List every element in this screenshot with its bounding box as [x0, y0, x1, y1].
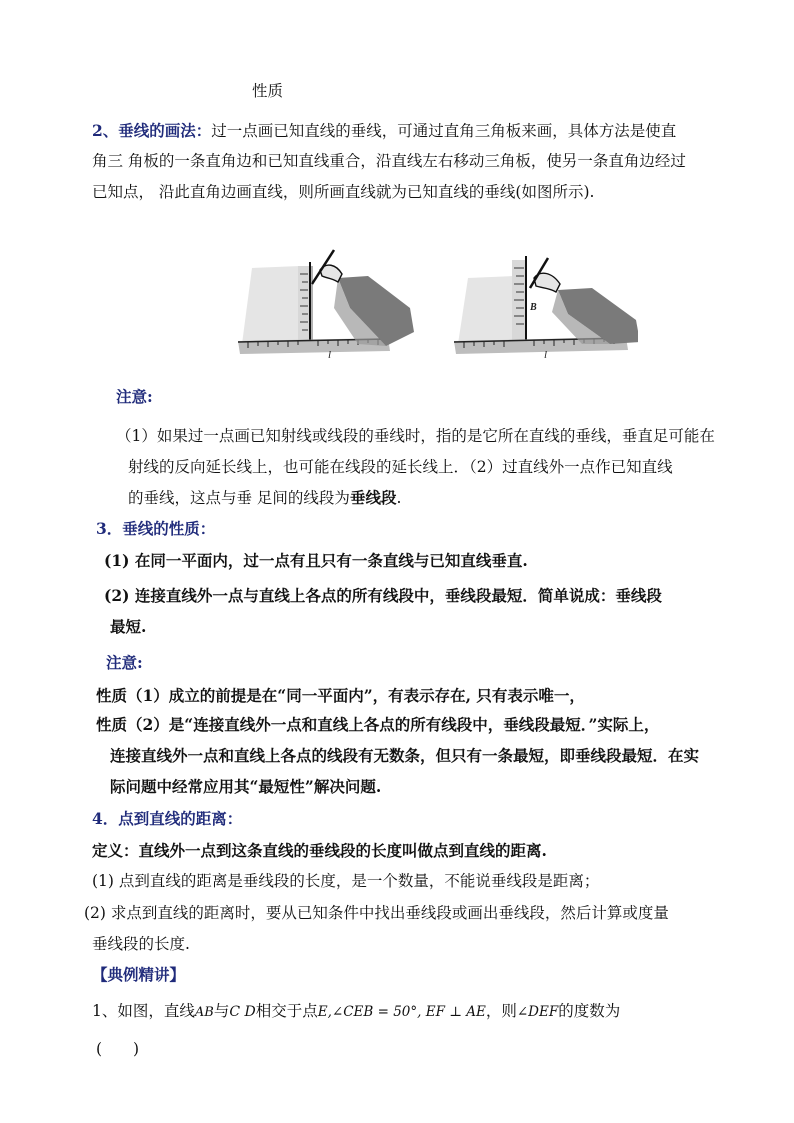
example-heading: 【典例精讲】 — [92, 965, 186, 984]
sec3-p2-line1: (2) 连接直线外一点与直线上各点的所有线段中，垂线段最短．简单说成：垂线段 — [104, 586, 662, 605]
top-fragment: 性质 — [252, 82, 284, 100]
sec4-definition: 定义：直线外一点到这条直线的垂线段的长度叫做点到直线的距离. — [92, 841, 547, 860]
note2-line4: 际问题中经常应用其“最短性”解决问题. — [110, 777, 382, 796]
note1-line3-end: . — [396, 489, 402, 507]
sec3-p1: (1) 在同一平面内，过一点有且只有一条直线与已知直线垂直. — [104, 551, 528, 570]
note2-line1: 性质（1）成立的前提是在“同一平面内”，有表示存在, 只有表示唯一， — [96, 686, 585, 705]
sec4-p2-line2: 垂线段的长度. — [92, 935, 190, 953]
sec4-p1: (1) 点到直线的距离是垂线段的长度，是一个数量，不能说垂线段是距离； — [92, 872, 600, 890]
sec2-line2: 角三 角板的一条直角边和已知直线重合，沿直线左右移动三角板，使另一条直角边经过 — [92, 152, 686, 170]
q1-cond: E,∠CEB = 50°, EF ⊥ AE — [317, 1004, 486, 1020]
q1-def: ∠DEF — [516, 1004, 559, 1020]
note1-line3-pre: 的垂线，这点与垂 足间的线段为 — [128, 489, 350, 507]
q1-cd: C D — [229, 1004, 256, 1020]
q1-ab: AB — [194, 1005, 214, 1020]
note2-line2: 性质（2）是“连接直线外一点和直线上各点的所有线段中，垂线段最短．”实际上， — [96, 715, 660, 734]
q1-mid: 相交于点 — [255, 1002, 318, 1020]
q1-end: 的度数为 — [558, 1002, 621, 1020]
sec3-heading: 3．垂线的性质： — [96, 519, 216, 538]
note2-line3: 连接直线外一点和直线上各点的线段有无数条，但只有一条最短，即垂线段最短．在实 — [110, 746, 700, 765]
note1-line3-bold: 垂线段 — [349, 488, 397, 507]
sec3-p2-line2: 最短. — [110, 617, 147, 636]
note2-heading: 注意: — [106, 653, 143, 672]
q1-yu: 与 — [213, 1002, 230, 1020]
figure-right — [454, 256, 638, 361]
sec2-line1-text: 过一点画已知直线的垂线，可通过直角三角板来画，具体方法是使直 — [211, 122, 677, 140]
q1-answer-blank: ( ) — [96, 1040, 140, 1058]
figure-right-point-label: B — [530, 302, 537, 313]
perpendicular-drawing-figure — [238, 248, 638, 364]
figure-right-line-label: l — [544, 349, 548, 361]
note1-line1: （1）如果过一点画已知射线或线段的垂线时，指的是它所在直线的垂线，垂直足可能在 — [116, 427, 715, 445]
q1-then: ，则 — [485, 1002, 517, 1020]
sec4-p2-line1: (2) 求点到直线的距离时，要从已知条件中找出垂线段或画出垂线段，然后计算或度量 — [84, 904, 669, 922]
sec2-heading: 2、垂线的画法： — [92, 121, 212, 140]
figure-left-line-label: l — [328, 349, 332, 361]
q1-pre: 1、如图，直线 — [92, 1002, 195, 1020]
note1-line2: 射线的反向延长线上，也可能在线段的延长线上．（2）过直线外一点作已知直线 — [128, 458, 673, 476]
sec4-heading: 4．点到直线的距离： — [92, 809, 243, 828]
sec2-line1 — [92, 120, 676, 142]
figure-left — [238, 250, 414, 361]
example-q1 — [92, 1000, 620, 1024]
note1-line3 — [128, 487, 401, 509]
sec2-line3: 已知点， 沿此直角边画直线，则所画直线就为已知直线的垂线(如图所示). — [92, 183, 595, 201]
note1-heading: 注意: — [116, 387, 153, 406]
